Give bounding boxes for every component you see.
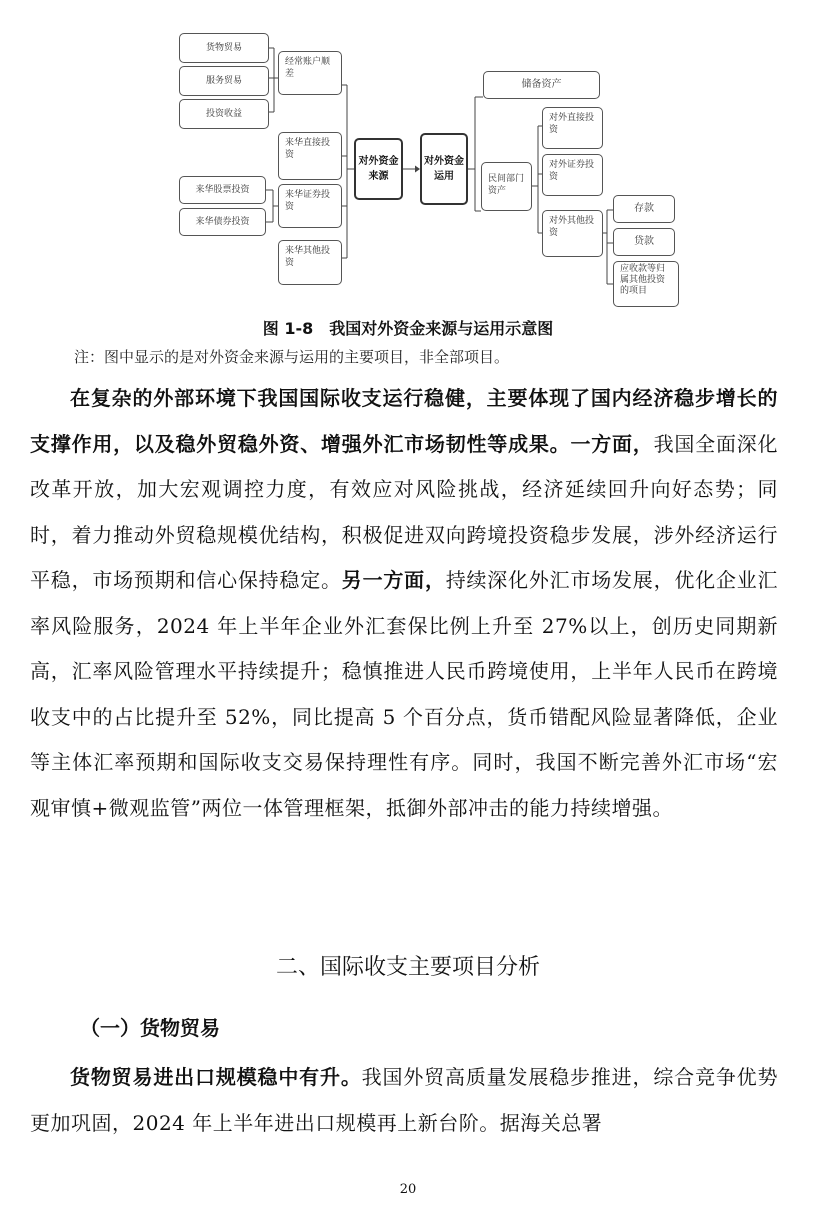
paragraph-goods-trade-bold-intro: 货物贸易进出口规模稳中有升。 xyxy=(70,1065,362,1089)
box-stock-inflow: 来华股票投资 xyxy=(179,176,266,204)
other-investment-bracket xyxy=(603,210,613,284)
paragraph-overview-text-1: 我国全面深化改革开放，加大宏观调控力度，有效应对风险挑战，经济延续回升向好态势；同时，着力推动外贸稳规模优结构，积极促进双向跨境投资稳步发展，涉外经济运行平稳，市场预期和信心保持稳定。 xyxy=(30,431,779,592)
paragraph-overview-text-2: 持续深化外汇市场发展，优化企业汇率风险服务，2024 年上半年企业外汇套保比例上升至 27%以上，创历史同期新高，汇率风险管理水平持续提升；稳慎推进人民币跨境使用，上半年人民币在跨境收支中的占比提升至 52%，同比提高 5 个百分点，货币错配风险显著降低，企业等主体汇率预期和国际收支交易保持理性有序。同时，我国不断完善外汇市场“宏观审慎+微观监管”两位一体管理框架，抵御外部冲击的能力持续增强。 xyxy=(30,568,779,820)
box-external-use: 对外资金运用 xyxy=(420,133,468,205)
fund-flow-diagram xyxy=(170,26,690,311)
box-external-source: 对外资金来源 xyxy=(354,138,403,200)
box-outward-securities: 对外证券投资 xyxy=(542,154,603,196)
source-bracket xyxy=(342,85,354,258)
lead-one-hand: 一方面， xyxy=(570,431,654,456)
lead-other-hand: 另一方面， xyxy=(341,568,446,592)
paragraph-goods-trade-text: 我国外贸高质量发展稳步推进，综合竞争优势更加巩固，2024 年上半年进出口规模再上新台阶。据海关总署 xyxy=(30,1065,779,1135)
section-title: 二、国际收支主要项目分析 xyxy=(275,955,540,980)
paragraph-overview-bold-intro: 在复杂的外部环境下我国国际收支运行稳健，主要体现了国内经济稳步增长的支撑作用，以及稳外贸稳外资、增强外汇市场韧性等成果。 xyxy=(30,386,778,456)
figure-note: 注：图中显示的是对外资金来源与运用的主要项目，非全部项目。 xyxy=(74,348,510,366)
box-private-assets: 民间部门资产 xyxy=(481,162,532,211)
box-service-trade: 服务贸易 xyxy=(179,66,269,96)
page-number: 20 xyxy=(399,1182,417,1197)
figure-caption: 图 1-8 我国对外资金来源与运用示意图 xyxy=(262,319,554,338)
box-other-inflow: 来华其他投资 xyxy=(278,240,342,285)
box-securities-inflow: 来华证券投资 xyxy=(278,184,342,228)
private-bracket xyxy=(532,126,542,233)
box-outward-other: 对外其他投资 xyxy=(542,210,603,257)
box-investment-income: 投资收益 xyxy=(179,99,269,129)
box-loans: 贷款 xyxy=(613,228,675,256)
paragraph-overview xyxy=(30,376,778,831)
subsection-title: （一）货物贸易 xyxy=(80,1016,220,1040)
box-goods-trade: 货物贸易 xyxy=(179,33,269,63)
box-receivables: 应收款等归属其他投资的项目 xyxy=(613,261,679,307)
box-odi: 对外直接投资 xyxy=(542,107,603,149)
box-reserve-assets: 储备资产 xyxy=(483,71,600,99)
current-account-bracket xyxy=(269,48,278,112)
box-deposits: 存款 xyxy=(613,195,675,223)
box-bond-inflow: 来华债券投资 xyxy=(179,208,266,236)
paragraph-goods-trade xyxy=(30,1055,778,1146)
securities-bracket xyxy=(266,190,278,222)
box-fdi-inflow: 来华直接投资 xyxy=(278,132,342,180)
box-current-account: 经常账户顺差 xyxy=(278,51,342,95)
